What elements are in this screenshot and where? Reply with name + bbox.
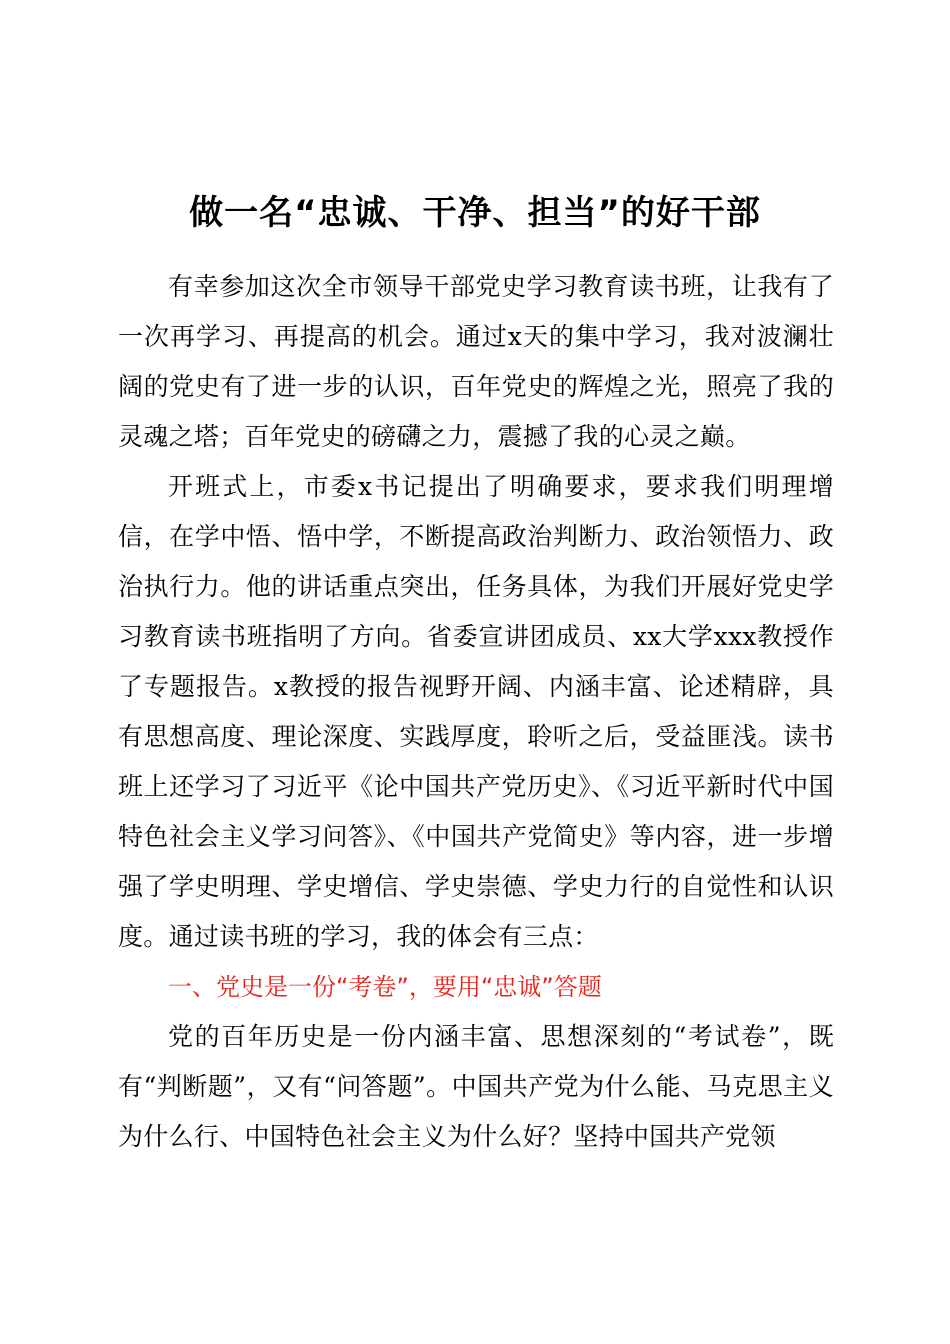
intro-paragraph: 有幸参加这次全市领导干部党史学习教育读书班，让我有了一次再学习、再提高的机会。通过x天的集中学习，我对波澜壮阔的党史有了进一步的认识，百年党史的辉煌之光，照亮了我的灵魂之塔；百年党史的磅礴之力，震撼了我的心灵之巅。 [118,272,834,451]
study-summary-paragraph: 开班式上，市委x书记提出了明确要求，要求我们明理增信，在学中悟、悟中学，不断提高政治判断力、政治领悟力、政治执行力。他的讲话重点突出，任务具体，为我们开展好党史学习教育读书班指明了方向。省委宣讲团成员、xx大学xxx教授作了专题报告。x教授的报告视野开阔、内涵丰富、论述精辟，具有思想高度、理论深度、实践厚度，聆听之后，受益匪浅。读书班上还学习了习近平《论中国共产党历史》、《习近平新时代中国特色社会主义学习问答》、《中国共产党简史》等内容，进一步增强了学史明理、学史增信、学史崇德、学史力行的自觉性和认识度。通过读书班的学习，我的体会有三点： [118,472,834,951]
section-heading-1: 一、党史是一份“考卷”，要用“忠诚”答题 [168,973,602,1001]
document-body [118,262,834,1162]
section-1-paragraph: 党的百年历史是一份内涵丰富、思想深刻的“考试卷”，既有“判断题”，又有“问答题”。中国共产党为什么能、马克思主义为什么行、中国特色社会主义为什么好？坚持中国共产党领 [118,1022,834,1151]
document-title: 做一名“忠诚、干净、担当”的好干部 [189,193,761,233]
